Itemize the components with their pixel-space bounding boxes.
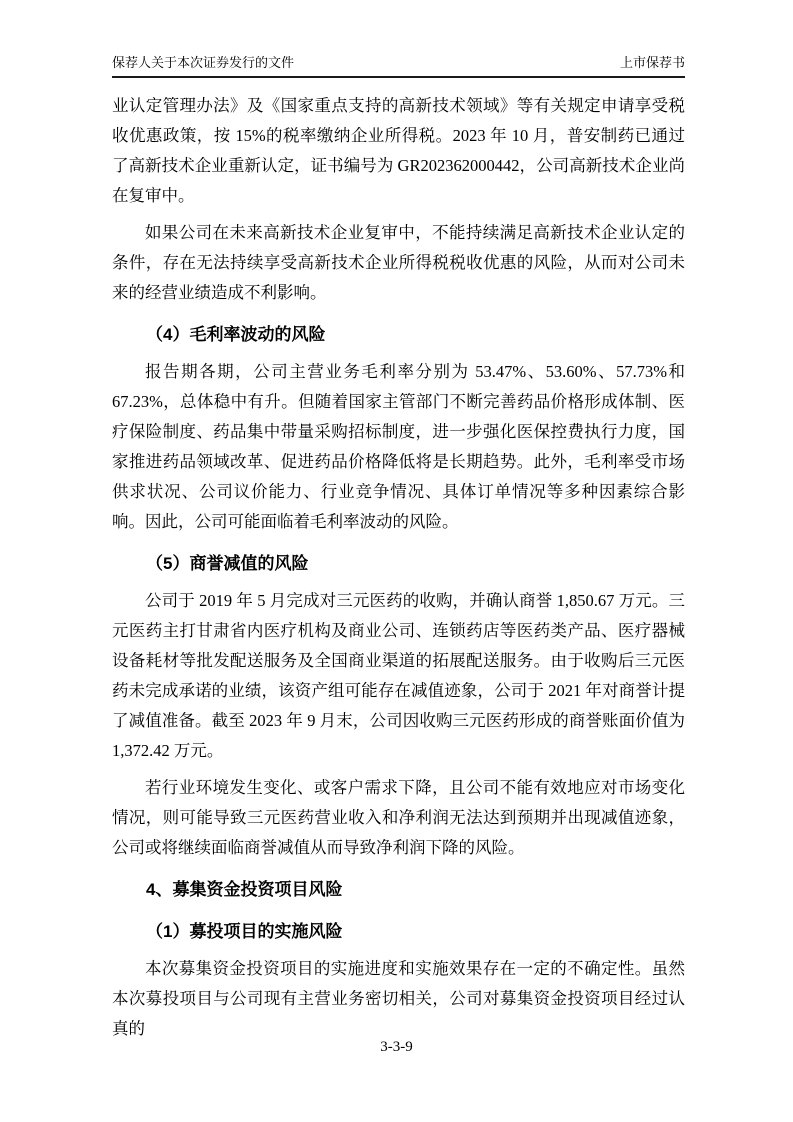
header-doc-title: 上市保荐书 xyxy=(619,55,685,70)
paragraph-gross-margin-risk: 报告期各期，公司主营业务毛利率分别为 53.47%、53.60%、57.73%和 67.23%，总体稳中有升。但随着国家主管部门不断完善药品价格形成体制、医疗保险制度、药品集中带量采购招标制度，进一步强化医保控费执行力度，国家推进药品领域改革、促进药品价格降低将是长期趋势。此外，毛利率受市场供求状况、公司议价能力、行业竞争情况、具体订单情况等多种因素综合影响。因此，公司可能面临着毛利率波动的风险。 xyxy=(112,362,685,531)
heading-fundraising-project-risk: 4、募集资金投资项目风险 xyxy=(146,880,343,899)
paragraph-hnte-review-risk: 如果公司在未来高新技术企业复审中，不能持续满足高新技术企业认定的条件，存在无法持续享受高新技术企业所得税税收优惠的风险，从而对公司未来的经营业绩造成不利影响。 xyxy=(112,223,685,302)
heading-gross-margin-risk: （4）毛利率波动的风险 xyxy=(146,325,326,344)
heading-goodwill-impairment-risk: （5）商誉减值的风险 xyxy=(146,554,309,573)
paragraph-goodwill-future-risk: 若行业环境发生变化、或客户需求下降，且公司不能有效地应对市场变化情况，则可能导致三元医药营业收入和净利润无法达到预期并出现减值迹象，公司或将继续面临商誉减值从而导致净利润下降的风险。 xyxy=(112,778,685,857)
heading-project-implementation-risk: （1）募投项目的实施风险 xyxy=(146,922,343,941)
paragraph-tax-incentive-continued: 业认定管理办法》及《国家重点支持的高新技术领域》等有关规定申请享受税收优惠政策，按 15%的税率缴纳企业所得税。2023 年 10 月，普安制药已通过了高新技术企业重新认定，证书编号为 GR202362000442，公司高新技术企业尚在复审中。 xyxy=(112,96,685,205)
page-number: 3-3-9 xyxy=(380,1039,413,1055)
page-header xyxy=(112,55,685,78)
paragraph-goodwill-acquisition: 公司于 2019 年 5 月完成对三元医药的收购，并确认商誉 1,850.67 万元。三元医药主打甘肃省内医疗机构及商业公司、连锁药店等医药类产品、医疗器械设备耗材等批发配送服务及全国商业渠道的拓展配送服务。由于收购后三元医药未完成承诺的业绩，该资产组可能存在减值迹象，公司于 2021 年对商誉计提了减值准备。截至 2023 年 9 月末，公司因收购三元医药形成的商誉账面价值为 1,372.42 万元。 xyxy=(112,591,685,760)
document-body xyxy=(112,91,685,1044)
paragraph-project-implementation: 本次募集资金投资项目的实施进度和实施效果存在一定的不确定性。虽然本次募投项目与公司现有主营业务密切相关，公司对募集资金投资项目经过认真的 xyxy=(112,959,685,1038)
header-doc-category: 保荐人关于本次证券发行的文件 xyxy=(112,55,295,70)
